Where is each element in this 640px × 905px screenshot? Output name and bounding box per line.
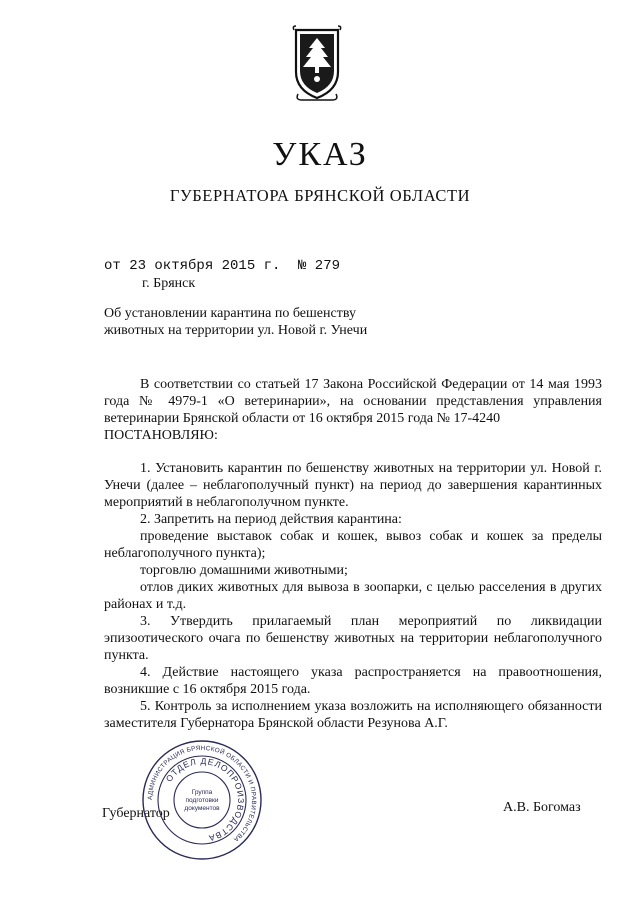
stamp-center-line: Группа [191,789,213,796]
signature-name: А.В. Богомаз [503,800,581,815]
paragraph-4: 4. Действие настоящего указа распространяется на правоотношения, возникшие с 16 октября 2015 года. [104,665,602,697]
stamp-middle-text: ОТДЕЛ ДЕЛОПРОИЗВОДСТВА [163,755,247,844]
stamp-center-line: документов [184,805,220,812]
document-title: УКАЗ [272,136,368,173]
paragraph-3: 3. Утвердить прилагаемый план мероприятий по ликвидации эпизоотического очага по бешенству животных на территории неблагополучного пункта. [104,614,602,663]
subject-line: животных на территории ул. Новой г. Унечи [104,323,368,338]
preamble-text: В соответствии со статьей 17 Закона Российской Федерации от 14 мая 1993 года № 4979-1 «О ветеринарии», на основании представления управления ветеринарии Брянской области от 16 октября 2015 года № 17-4240 [104,377,602,426]
paragraph-2: 2. Запретить на период действия карантина: [140,512,402,527]
document-date: от 23 октября 2015 г. [104,258,281,274]
document-subject [104,305,404,339]
official-stamp [140,738,264,862]
stamp-center-line: подготовки [185,797,219,804]
stamp-outer-text: АДМИНИСТРАЦИЯ БРЯНСКОЙ ОБЛАСТИ И ПРАВИТЕЛЬСТВА [146,744,258,843]
signature-position: Губернатор [102,806,170,821]
paragraph-2-item: торговлю домашними животными; [140,563,348,578]
document-number: № 279 [298,258,341,274]
coat-of-arms-emblem [292,24,342,102]
decree-paragraphs [104,460,602,732]
document-subtitle: ГУБЕРНАТОРА БРЯНСКОЙ ОБЛАСТИ [169,186,471,205]
decree-word: ПОСТАНОВЛЯЮ: [104,428,218,443]
preamble-block [104,376,602,444]
paragraph-2-item: проведение выставок собак и кошек, вывоз собак и кошек за пределы неблагополучного пункта); [104,529,602,561]
document-city: г. Брянск [142,276,196,291]
paragraph-1: 1. Установить карантин по бешенству животных на территории ул. Новой г. Унечи (далее – неблагополучный пункт) на период до завершения карантинных мероприятий в неблагополучном пункте. [104,461,602,510]
paragraph-2-item: отлов диких животных для вывоза в зоопарки, с целью расселения в других районах и т.д. [104,580,602,612]
paragraph-5: 5. Контроль за исполнением указа возложить на исполняющего обязанности заместителя Губернатора Брянской области Резунова А.Г. [104,699,602,731]
subject-line: Об установлении карантина по бешенству [104,306,356,321]
